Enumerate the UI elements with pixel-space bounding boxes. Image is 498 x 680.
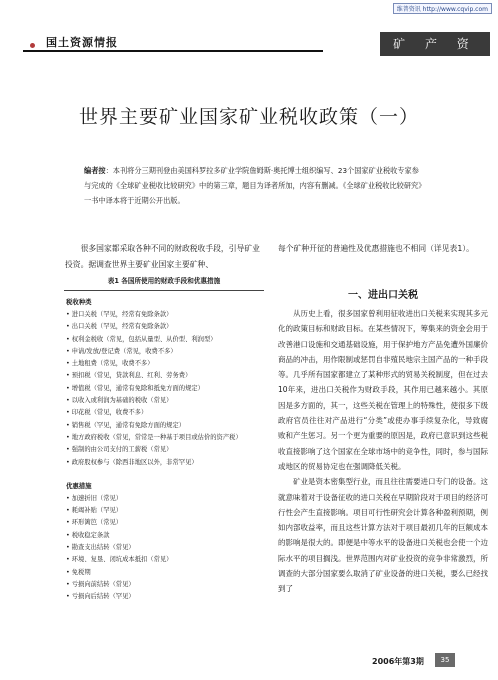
table-item: • 销售税（罕见，通常有免除方面的规定） [66, 420, 264, 432]
issue-label: 2006年第3期 [372, 657, 424, 666]
table-item: • 申请/发放/登记费（常见，收费不多） [66, 346, 264, 358]
fiscal-measures-table [64, 290, 264, 647]
header-dot-icon [30, 43, 35, 48]
table-item: • 权利金税收（常见，包括从量型、从价型、利润型） [66, 334, 264, 346]
table-item: • 预扣税（常见，贷款利息、红利、劳务费） [66, 370, 264, 382]
table-caption: 表1 各国所使用的财政手段和优惠措施 [107, 277, 221, 285]
table-item: • 政府股权参与（除西非地区以外，非常罕见） [66, 457, 264, 469]
page-header [23, 32, 495, 75]
article-body [278, 306, 488, 597]
watermark: 维普资讯 http://www.cqvip.com [393, 3, 492, 14]
table-item: • 强制的由公司支付的工薪税（常见） [66, 444, 264, 456]
table-item: • 加速折旧（常见） [66, 493, 264, 505]
table-item: • 免税期 [66, 567, 264, 579]
table-group-title: 税收种类 [66, 298, 92, 306]
body-paragraph: 从历史上看，很多国家曾利用征收进出口关税来实现其多元化的政策目标和财政目标。在某些情况下，筹集来的资金会用于改善港口设施和交通基础设施，用于保护地方产品免遭外国廉价商品的冲击，用作限制或惩罚自非殖民地宗主国产品的一种手段等。几乎所有国家都建立了某种形式的贸易关税制度，但在过去10年来，进出口关税作为财政手段，其作用已越来越小。其原因是多方面的，其一，这些关税在管理上的特殊性，使很多下级政府官员往往对产品进行“分类”或使办事手续复杂化，导致腐败和产生惩习。另一个更为重要的原因是，政府已意识到这些税收直接影响了这个国家在全球市场中的竞争性，同时，参与国际或地区的贸易协定也在强调降低关税。 [278, 309, 488, 471]
journal-column-name: 国土资源情报 [46, 36, 118, 49]
table-item: • 亏损向后结转（罕见） [66, 591, 264, 603]
table-group-title: 优惠措施 [66, 481, 92, 490]
table-item: • 进口关税（罕见，经常有免除条款） [66, 309, 264, 321]
table-item: • 出口关税（罕见，经常有免除条款） [66, 321, 264, 333]
table-item: • 增值税（常见，通常有免除和抵免方面的规定） [66, 383, 264, 395]
header-rule [23, 50, 323, 52]
table-item: • 印花税（常见，收费不多） [66, 407, 264, 419]
table-item: • 税收稳定条款 [66, 530, 264, 542]
table-item: • 环形篱笆（常见） [66, 517, 264, 529]
intro-right: 每个矿种开征的普遍性及优惠措施也不相同（详见表1）。 [278, 244, 474, 253]
category-badge: 矿 产 资 源 [380, 32, 490, 56]
section-heading: 一、进出口关税 [348, 290, 418, 301]
table-item: • 地方政府税收（常见，常常是一种基于项目或估价的资产税） [66, 432, 264, 444]
table-item: • 勘查支出结转（常见） [66, 542, 264, 554]
article-title: 世界主要矿业国家矿业税收政策（一） [78, 106, 419, 128]
body-paragraph: 矿业是资本密集型行业，而且往往需要进口专门的设备。这就意味着对于设备征收的进口关税在早期阶段对于项目的经济可行性会产生直接影响。项目可行性研究会计算各种盈利预期，例如内部收益率，而且这些计算方法对于项目最初几年的巨额成本的影响是很大的。即便是中等水平的设备进口关税也会使一个边际水平的项目搁浅。世界范围内对矿业投资的竞争非常激烈，所调查的大部分国家要么取消了矿业设备的进口关税，要么已经找到了 [278, 477, 488, 594]
editor-note-text: ：本刊将分三期刊登由美国科罗拉多矿业学院詹姆斯·奥托博士组织编写、23个国家矿业税收专家参与完成的《全球矿业税收比较研究》中的第三章，题目为译者所加，内容有删减。《全球矿业税收比较研究》一书中译本将于近期公开出版。 [84, 166, 422, 205]
table-item: • 以收入或利润为基础的税收（常见） [66, 395, 264, 407]
page-number: 35 [435, 653, 455, 667]
intro-left: 很多国家都采取各种不同的财政税收手段，引导矿业投资。据调查世界主要矿业国家主要矿种、 [65, 244, 260, 269]
table-item: • 土地租费（常见，收费不多） [66, 358, 264, 370]
table-item: • 耗竭补贴（罕见） [66, 505, 264, 517]
editor-note [84, 163, 424, 208]
editor-note-label: 编者按 [84, 166, 106, 175]
table-item: • 亏损向前结转（常见） [66, 579, 264, 591]
table-item: • 环境、复垦、闭坑成本抵扣（常见） [66, 554, 264, 566]
